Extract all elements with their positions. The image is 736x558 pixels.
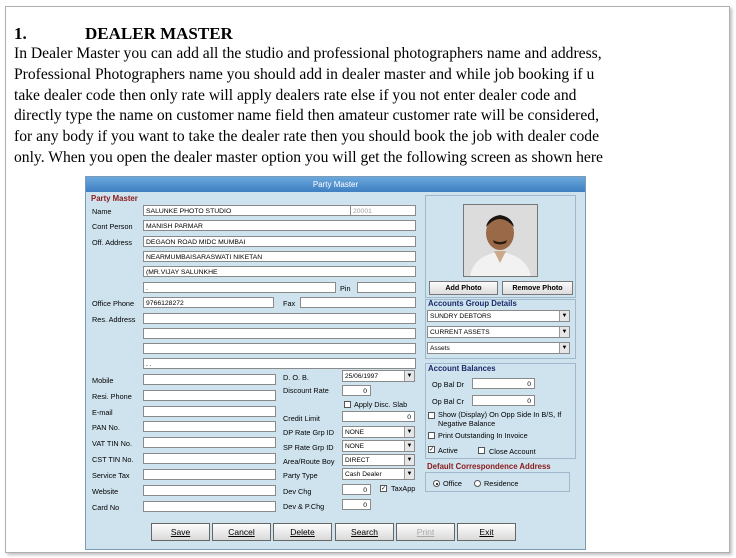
cst-label: CST TIN No. — [92, 455, 134, 464]
off-address-label: Off. Address — [92, 238, 133, 247]
save-button[interactable] — [151, 523, 210, 541]
chevron-down-icon[interactable]: ▼ — [404, 441, 414, 451]
party-type-value: Cash Dealer — [345, 471, 382, 478]
office-phone-label: Office Phone — [92, 299, 135, 308]
party-master-section-title: Party Master — [91, 194, 138, 203]
residence-radio[interactable] — [474, 480, 481, 487]
delete-button[interactable] — [273, 523, 332, 541]
dp-rate-value: NONE — [345, 429, 365, 436]
op-bal-cr-label: Op Bal Cr — [432, 397, 465, 406]
print-button[interactable] — [396, 523, 455, 541]
paragraph-line: In Dealer Master you can add all the studio and professional photographers name and address, — [14, 45, 602, 62]
remove-photo-button[interactable]: Remove Photo — [502, 281, 573, 295]
cancel-button-label: Cancel — [228, 527, 255, 537]
op-bal-cr-field[interactable]: 0 — [472, 395, 535, 406]
active-label: Active — [438, 446, 458, 455]
discount-rate-label: Discount Rate — [283, 386, 329, 395]
dob-label: D. O. B. — [283, 373, 309, 382]
chevron-down-icon[interactable]: ▼ — [404, 371, 414, 381]
close-account-checkbox[interactable] — [478, 447, 485, 454]
res-address-line1[interactable] — [143, 313, 416, 324]
area-route-value: DIRECT — [345, 457, 370, 464]
account-group-value: CURRENT ASSETS — [430, 329, 490, 336]
taxapp-label: TaxApp — [391, 484, 416, 493]
fax-field[interactable] — [300, 297, 416, 308]
dev-chg-field[interactable]: 0 — [342, 484, 371, 495]
show-opp-side-label: Show (Display) On Opp Side In B/S, If Negative Balance — [438, 410, 562, 428]
service-tax-field[interactable] — [143, 469, 276, 480]
office-radio-label: Office — [443, 479, 462, 488]
active-checkbox[interactable]: ✓ — [429, 447, 435, 453]
exit-button[interactable] — [457, 523, 516, 541]
heading-title: DEALER MASTER — [85, 24, 233, 43]
res-address-line3[interactable] — [143, 343, 416, 354]
correspondence-title: Default Correspondence Address — [427, 462, 551, 471]
chevron-down-icon[interactable]: ▼ — [559, 343, 569, 353]
resi-phone-label: Resi. Phone — [92, 392, 132, 401]
op-bal-dr-label: Op Bal Dr — [432, 380, 465, 389]
account-group-select-3[interactable] — [427, 342, 570, 354]
resi-phone-field[interactable] — [143, 390, 276, 401]
exit-button-label: Exit — [479, 527, 494, 537]
accounts-group-title: Accounts Group Details — [428, 299, 517, 308]
heading-number: 1. — [14, 24, 27, 43]
dev-pchg-label: Dev & P.Chg — [283, 502, 325, 511]
off-address-line3[interactable]: (MR.VIJAY SALUNKHE — [143, 266, 416, 277]
search-button[interactable] — [335, 523, 394, 541]
print-outstanding-checkbox[interactable] — [428, 432, 435, 439]
window-title: Party Master — [86, 177, 585, 192]
apply-disc-slab-checkbox[interactable] — [344, 401, 351, 408]
pin-field[interactable] — [357, 282, 416, 293]
dp-rate-label: DP Rate Grp ID — [283, 428, 334, 437]
party-code-field[interactable]: 20001 — [350, 205, 416, 216]
pin-label: Pin — [340, 284, 351, 293]
delete-button-label: Delete — [290, 527, 315, 537]
chevron-down-icon[interactable]: ▼ — [559, 327, 569, 337]
cancel-button[interactable] — [212, 523, 271, 541]
party-master-window — [85, 176, 586, 550]
off-address-line4[interactable]: . — [143, 282, 336, 293]
cont-person-label: Cont Person — [92, 222, 133, 231]
sp-rate-label: SP Rate Grp ID — [283, 443, 334, 452]
description-paragraph — [14, 44, 704, 169]
email-label: E-mail — [92, 408, 113, 417]
credit-limit-field[interactable]: 0 — [342, 411, 415, 422]
print-button-label: Print — [416, 527, 435, 537]
area-route-label: Area/Route Boy — [283, 457, 335, 466]
website-field[interactable] — [143, 485, 276, 496]
res-address-line4[interactable]: . . — [143, 358, 416, 369]
dob-value: 25/06/1997 — [345, 373, 379, 380]
res-address-line2[interactable] — [143, 328, 416, 339]
account-balances-title: Account Balances — [428, 364, 496, 373]
chevron-down-icon[interactable]: ▼ — [404, 469, 414, 479]
section-heading — [14, 24, 233, 44]
party-type-select[interactable] — [342, 468, 415, 480]
pan-label: PAN No. — [92, 423, 120, 432]
residence-radio-label: Residence — [484, 479, 519, 488]
office-radio[interactable] — [433, 480, 440, 487]
paragraph-line: directly type the name on customer name field then amateur customer rate will be considered, — [14, 107, 599, 125]
sp-rate-value: NONE — [345, 443, 365, 450]
card-no-label: Card No — [92, 503, 120, 512]
chevron-down-icon[interactable]: ▼ — [559, 311, 569, 321]
op-bal-dr-field[interactable]: 0 — [472, 378, 535, 389]
off-address-line1[interactable]: DEGAON ROAD MIDC MUMBAI — [143, 236, 416, 247]
save-button-label: Save — [170, 527, 191, 537]
off-address-line2[interactable]: NEARMUMBAISARASWATI NIKETAN — [143, 251, 416, 262]
dp-rate-select[interactable] — [342, 426, 415, 438]
party-photo — [463, 204, 538, 277]
account-group-value: SUNDRY DEBTORS — [430, 313, 492, 320]
cst-field[interactable] — [143, 453, 276, 464]
dev-pchg-field[interactable]: 0 — [342, 499, 371, 510]
paragraph-line: take dealer code then only rate will apply dealers rate else if you not enter dealer code and — [14, 86, 577, 104]
paragraph-line: for any body if you want to take the dealer rate then you should book the job with dealer code — [14, 128, 600, 146]
vat-label: VAT TIN No. — [92, 439, 133, 448]
account-group-value: Assets — [430, 345, 450, 352]
website-label: Website — [92, 487, 119, 496]
email-field[interactable] — [143, 406, 276, 417]
credit-limit-label: Credit Limit — [283, 414, 320, 423]
cont-person-field[interactable]: MANISH PARMAR — [143, 220, 416, 231]
res-address-label: Res. Address — [92, 315, 136, 324]
vat-field[interactable] — [143, 437, 276, 448]
dev-chg-label: Dev Chg — [283, 487, 312, 496]
area-route-select[interactable] — [342, 454, 415, 466]
card-no-field[interactable] — [143, 501, 276, 512]
dob-picker[interactable] — [342, 370, 415, 382]
close-account-label: Close Account — [489, 447, 536, 456]
office-phone-field[interactable]: 9766128272 — [143, 297, 274, 308]
paragraph-line: only. When you open the dealer master option you will get the following screen as shown here — [14, 148, 603, 166]
chevron-down-icon[interactable]: ▼ — [404, 427, 414, 437]
sp-rate-select[interactable] — [342, 440, 415, 452]
paragraph-line: Professional Photographers name you should add in dealer master and while job booking if u — [14, 65, 595, 83]
name-field[interactable]: SALUNKE PHOTO STUDIO — [143, 205, 351, 216]
print-outstanding-label: Print Outstanding In Invoice — [438, 431, 528, 440]
apply-disc-slab-label: Apply Disc. Slab — [354, 400, 408, 409]
taxapp-checkbox[interactable]: ✓ — [381, 486, 387, 492]
account-group-select-2[interactable] — [427, 326, 570, 338]
search-button-label: Search — [351, 527, 378, 537]
pan-field[interactable] — [143, 421, 276, 432]
account-group-select-1[interactable] — [427, 310, 570, 322]
chevron-down-icon[interactable]: ▼ — [404, 455, 414, 465]
mobile-label: Mobile — [92, 376, 114, 385]
discount-rate-field[interactable]: 0 — [342, 385, 371, 396]
show-opp-side-checkbox[interactable] — [428, 412, 435, 419]
service-tax-label: Service Tax — [92, 471, 130, 480]
name-label: Name — [92, 207, 112, 216]
add-photo-button[interactable]: Add Photo — [429, 281, 498, 295]
mobile-field[interactable] — [143, 374, 276, 385]
party-type-label: Party Type — [283, 471, 318, 480]
fax-label: Fax — [283, 299, 296, 308]
